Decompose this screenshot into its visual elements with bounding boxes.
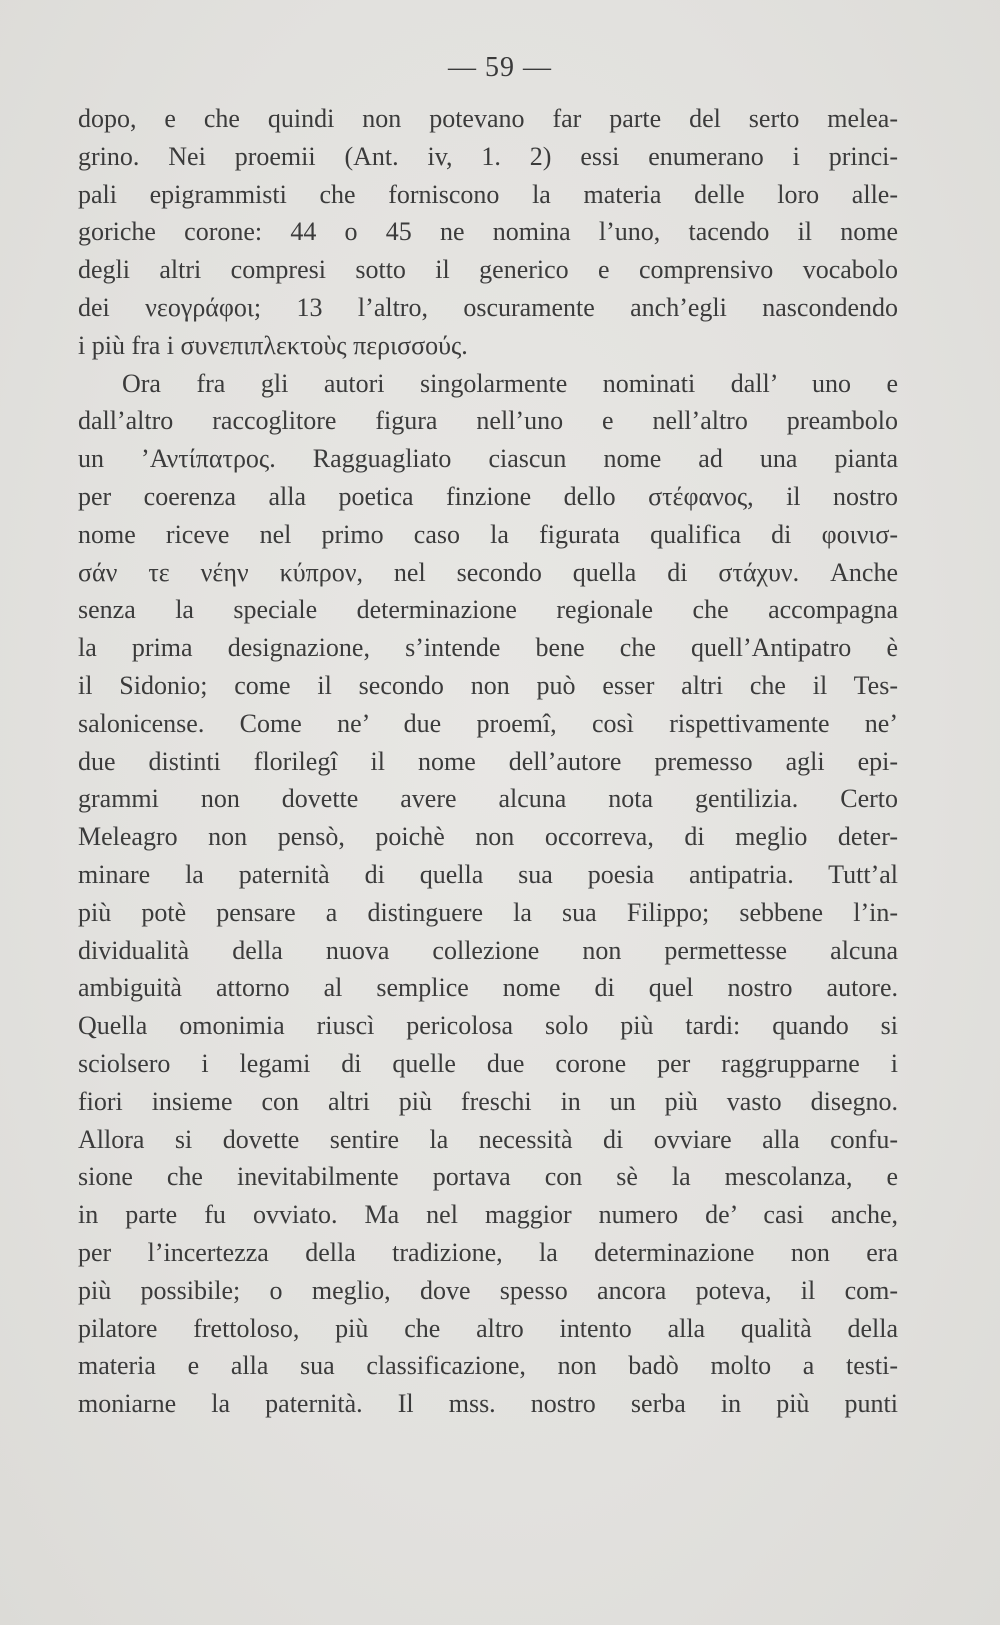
text-line: senza la speciale determinazione regionale che accompagna — [78, 595, 898, 625]
text-line: due distinti florilegî il nome dell’autore premesso agli epi- — [78, 746, 898, 776]
text-line: Allora si dovette sentire la necessità di ovviare alla confu- — [78, 1124, 898, 1154]
text-line: per coerenza alla poetica finzione dello στέφανος, il nostro — [78, 481, 898, 511]
text-line: dopo, e che quindi non potevano far parte del serto melea- — [78, 104, 898, 133]
page-number: — 59 — — [448, 52, 552, 83]
text-line: dividualità della nuova collezione non permettesse alcuna — [78, 935, 898, 965]
text-line: i più fra i συνεπιπλεκτοὺς περισσούς. — [78, 330, 468, 360]
text-line: moniarne la paternità. Il mss. nostro serba in più punti — [78, 1389, 898, 1419]
text-line: goriche corone: 44 o 45 ne nomina l’uno, tacendo il nome — [78, 217, 898, 247]
text-line: salonicense. Come ne’ due proemî, così rispettivamente ne’ — [78, 708, 898, 738]
text-line: nome riceve nel primo caso la figurata qualifica di φοινισ- — [78, 519, 898, 549]
text-line: sciolsero i legami di quelle due corone per raggrupparne i — [78, 1048, 898, 1078]
text-line: Ora fra gli autori singolarmente nominati dall’ uno e — [122, 368, 898, 398]
text-line: fiori insieme con altri più freschi in un più vasto disegno. — [78, 1086, 898, 1116]
text-line: grino. Nei proemii (Ant. iv, 1. 2) essi enumerano i princi- — [78, 141, 898, 171]
text-line: pilatore frettoloso, più che altro intento alla qualità della — [78, 1313, 898, 1343]
text-line: Meleagro non pensò, poichè non occorreva, di meglio deter- — [78, 822, 898, 852]
text-line: in parte fu ovviato. Ma nel maggior numero de’ casi anche, — [78, 1200, 898, 1230]
text-line: dei νεογράφοι; 13 l’altro, oscuramente anch’egli nascondendo — [78, 292, 898, 322]
text-line: materia e alla sua classificazione, non badò molto a testi- — [78, 1351, 898, 1381]
text-line: minare la paternità di quella sua poesia antipatria. Tutt’al — [78, 859, 898, 889]
text-line: sione che inevitabilmente portava con sè la mescolanza, e — [78, 1162, 898, 1192]
text-line: più potè pensare a distinguere la sua Filippo; sebbene l’in- — [78, 897, 898, 927]
text-line: per l’incertezza della tradizione, la determinazione non era — [78, 1237, 898, 1267]
text-line: un ’Αντίπατρος. Ragguagliato ciascun nome ad una pianta — [78, 444, 898, 474]
text-line: la prima designazione, s’intende bene che quell’Antipatro è — [78, 633, 898, 663]
text-line: dall’altro raccoglitore figura nell’uno e nell’altro preambolo — [78, 406, 898, 436]
text-line: pali epigrammisti che forniscono la materia delle loro alle- — [78, 179, 898, 209]
text-line: degli altri compresi sotto il generico e comprensivo vocabolo — [78, 255, 898, 285]
text-line: grammi non dovette avere alcuna nota gentilizia. Certo — [78, 784, 898, 814]
text-line: σάν τε νέην κύπρον, nel secondo quella di στάχυν. Anche — [78, 557, 898, 587]
text-line: il Sidonio; come il secondo non può esser altri che il Tes- — [78, 670, 898, 700]
text-line: Quella omonimia riuscì pericolosa solo più tardi: quando si — [78, 1011, 898, 1041]
body-text — [78, 100, 898, 1423]
text-line: più possibile; o meglio, dove spesso ancora poteva, il com- — [78, 1275, 898, 1305]
text-line: ambiguità attorno al semplice nome di quel nostro autore. — [78, 973, 898, 1003]
